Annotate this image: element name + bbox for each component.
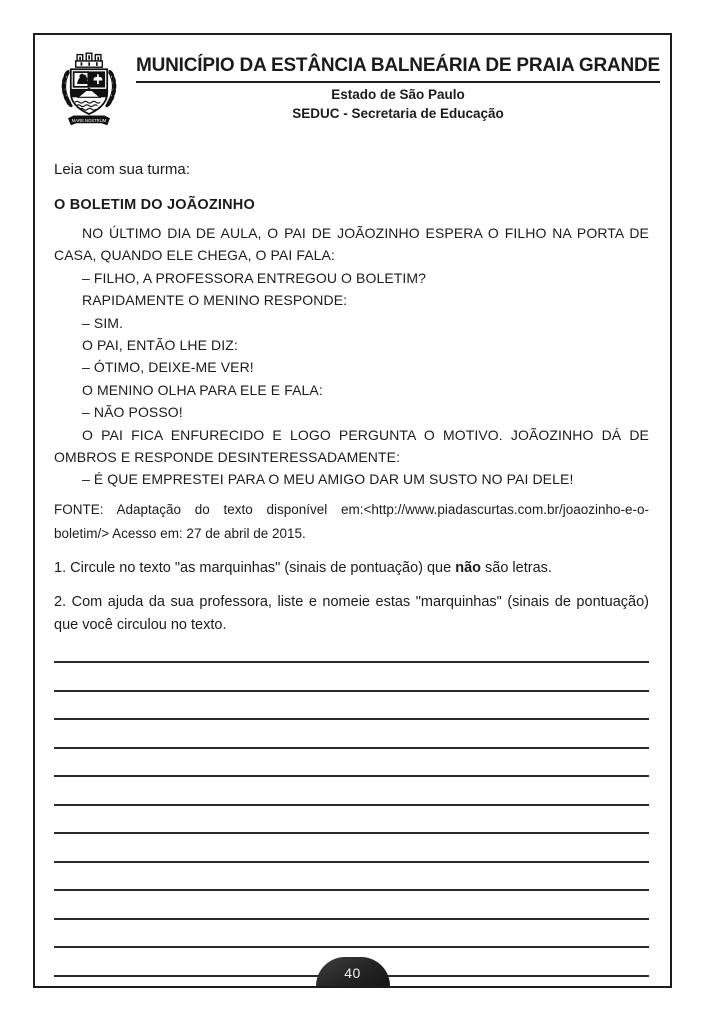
answer-line [54, 889, 649, 918]
source-note: FONTE: Adaptação do texto disponível em:<http://www.piadascurtas.com.br/joaozinho-e-o-boletim/> Acesso em: 27 de abril de 2015. [54, 501, 649, 541]
question-1-text: 1. Circule no texto "as marquinhas" (sinais de pontuação) que [54, 559, 456, 576]
answer-line [54, 861, 649, 890]
reading-passage [54, 222, 649, 491]
answer-line [54, 718, 649, 747]
municipal-crest [54, 49, 130, 136]
answer-line [54, 651, 649, 661]
municipal-crest-icon [54, 51, 124, 131]
question-1-text: são letras. [481, 559, 552, 576]
instruction-line: Leia com sua turma: [54, 161, 190, 178]
worksheet-page [33, 33, 672, 988]
question-1 [54, 557, 649, 580]
reading-title: O BOLETIM DO JOÃOZINHO [54, 197, 255, 213]
crest-motto: MARE NOSTRUM [71, 118, 107, 124]
answer-line [54, 775, 649, 804]
story-paragraph: – NÃO POSSO! [82, 404, 183, 421]
story-paragraph: O PAI FICA ENFURECIDO E LOGO PERGUNTA O MOTIVO. JOÃOZINHO DÁ DE OMBROS E RESPONDE DESINTERESSADAMENTE: [54, 426, 649, 466]
story-paragraph: – SIM. [82, 314, 124, 331]
header [54, 49, 661, 136]
answer-line [54, 804, 649, 833]
story-paragraph: O PAI, ENTÃO LHE DIZ: [82, 337, 238, 354]
story-paragraph: – É QUE EMPRESTEI PARA O MEU AMIGO DAR UM SUSTO NO PAI DELE! [82, 471, 574, 488]
story-paragraph: RAPIDAMENTE O MENINO RESPONDE: [82, 292, 348, 309]
answer-lines-area [54, 651, 649, 988]
header-department: SEDUC - Secretaria de Educação [292, 105, 504, 121]
question-1-bold-word: não [455, 559, 481, 576]
question-2: 2. Com ajuda da sua professora, liste e nomeie estas "marquinhas" (sinais de pontuação) que você circulou no texto. [54, 594, 649, 633]
answer-line [54, 918, 649, 947]
story-paragraph: O MENINO OLHA PARA ELE E FALA: [82, 381, 323, 398]
answer-line [54, 747, 649, 776]
header-state: Estado de São Paulo [331, 87, 465, 102]
header-municipality: MUNICÍPIO DA ESTÂNCIA BALNEÁRIA DE PRAIA GRANDE [136, 49, 660, 83]
answer-line [54, 690, 649, 719]
story-paragraph: NO ÚLTIMO DIA DE AULA, O PAI DE JOÃOZINHO ESPERA O FILHO NA PORTA DE CASA, QUANDO ELE CHEGA, O PAI FALA: [54, 225, 649, 264]
page-number: 40 [344, 965, 361, 981]
story-paragraph: – FILHO, A PROFESSORA ENTREGOU O BOLETIM? [82, 269, 427, 286]
answer-line [54, 661, 649, 690]
answer-line [54, 832, 649, 861]
story-paragraph: – ÓTIMO, DEIXE-ME VER! [82, 359, 254, 376]
